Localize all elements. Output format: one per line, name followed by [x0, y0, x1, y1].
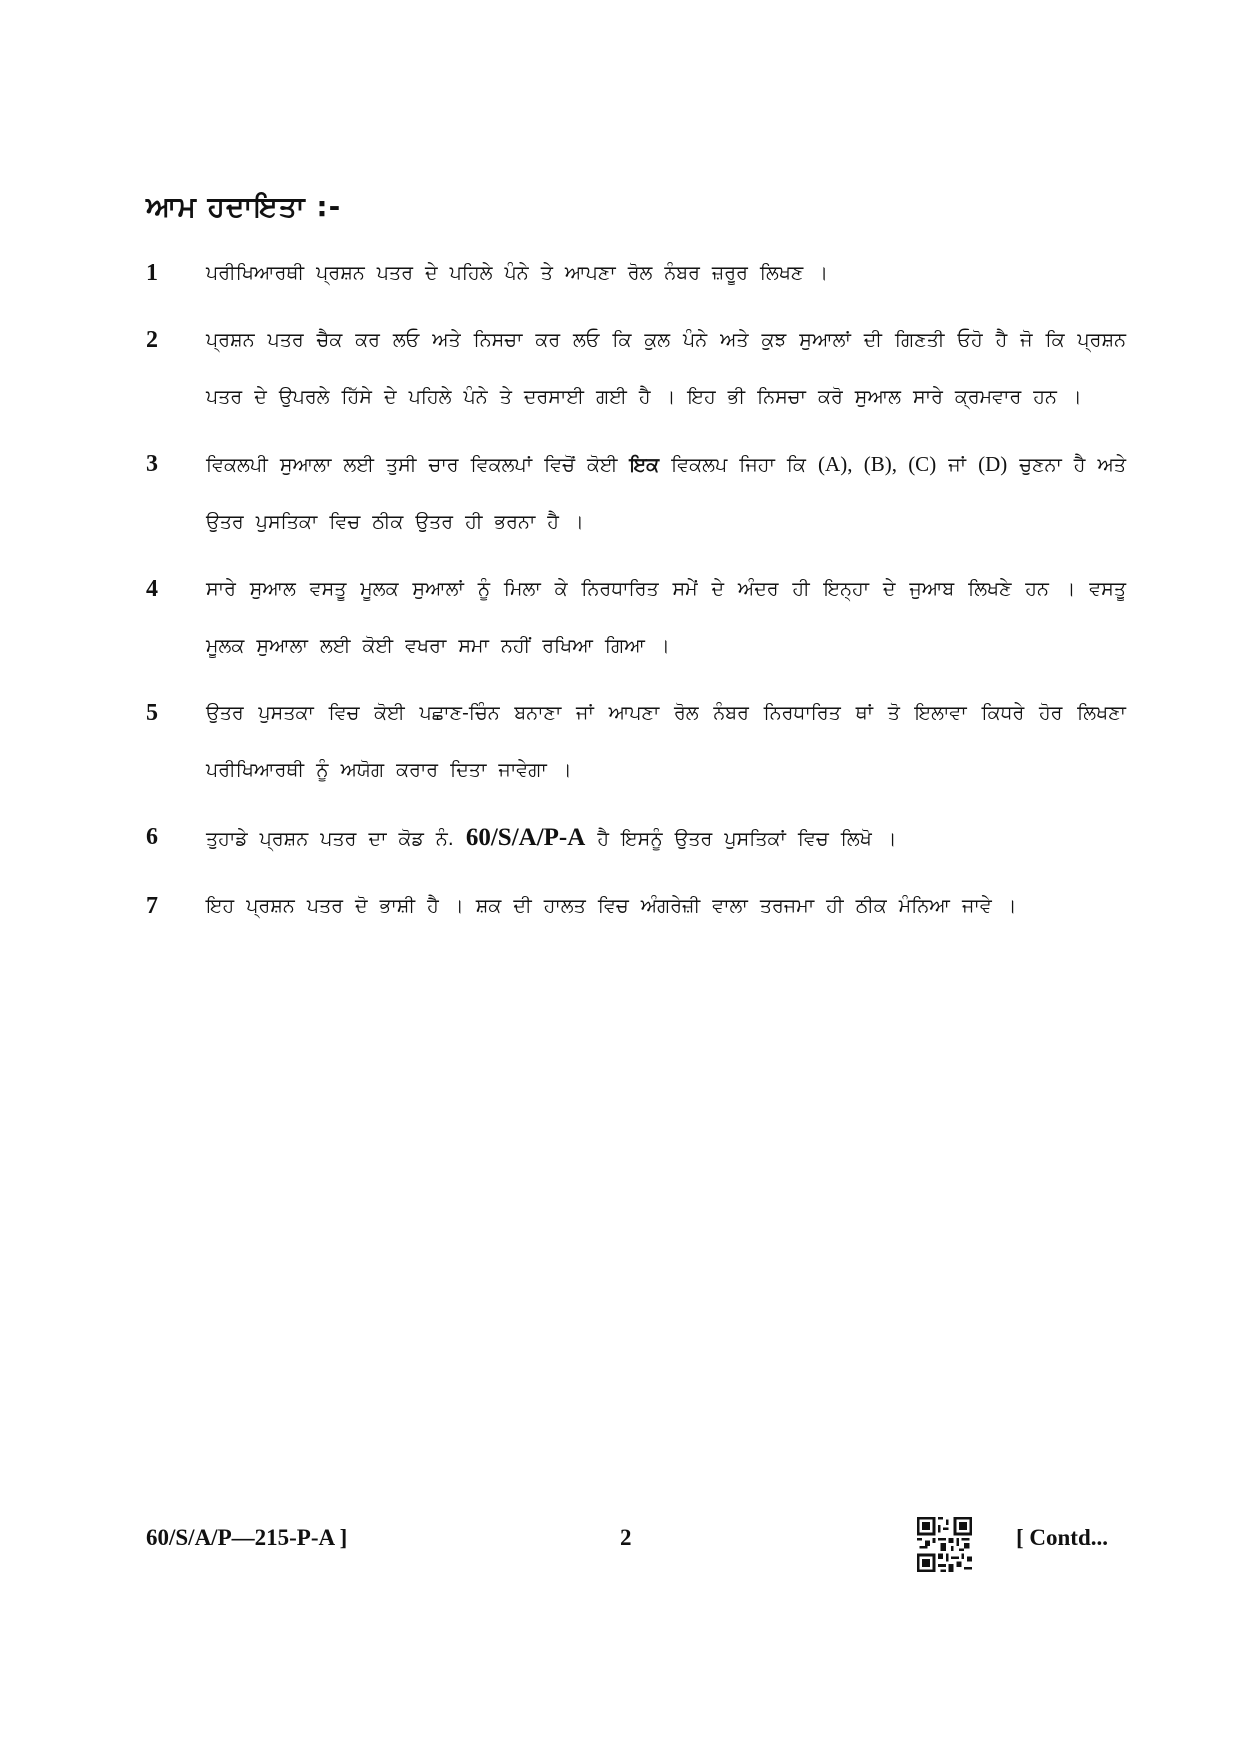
instruction-emphasis: ਇਕ: [629, 454, 660, 476]
instruction-text: ਸਾਰੇ ਸੁਆਲ ਵਸਤੂ ਮੂਲਕ ਸੁਆਲਾਂ ਨੂੰ ਮਿਲਾ ਕੇ ਨਿਰਧਾਰਿਤ ਸਮੇਂ ਦੇ ਅੰਦਰ ਹੀ ਇਨ੍ਹਾ ਦੇ ਜੁਆਬ ਲਿਖਣੇ ਹਨ । ਵਸਤੂ ਮੂਲਕ ਸੁਆਲਾ ਲਈ ਕੋਈ ਵਖਰਾ ਸਮਾ ਨਹੀਂ ਰਖਿਆ ਗਿਆ ।: [206, 578, 1126, 657]
instruction-option-d: (D): [978, 452, 1008, 476]
instruction-item: [146, 449, 1126, 551]
instruction-text-part: ਚੁਣਨਾ ਹੈ ਅਤੇ ਉਤਰ ਪੁਸਤਿਕਾ ਵਿਚ ਠੀਕ ਉਤਰ ਹੀ ਭਰਨਾ ਹੈ ।: [206, 454, 1127, 533]
qr-code-icon: [917, 1517, 972, 1572]
page-heading: ਆਮ ਹਦਾਇਤਾ :-: [146, 190, 342, 223]
instruction-item: [146, 891, 1126, 935]
instruction-item: [146, 698, 1126, 799]
paper-code-inline: 60/S/A/P-A: [465, 824, 586, 851]
instruction-number: 2: [146, 327, 158, 353]
instruction-number: 7: [146, 893, 158, 919]
footer-page-number: 2: [620, 1525, 632, 1550]
footer-paper-code: 60/S/A/P—215-P-A ]: [146, 1525, 348, 1550]
instruction-text: ਇਹ ਪ੍ਰਸ਼ਨ ਪਤਰ ਦੋ ਭਾਸ਼ੀ ਹੈ । ਸ਼ਕ ਦੀ ਹਾਲਤ ਵਿਚ ਅੰਗਰੇਜ਼ੀ ਵਾਲਾ ਤਰਜਮਾ ਹੀ ਠੀਕ ਮੰਨਿਆ ਜਾਵੇ ।: [206, 895, 1017, 917]
instruction-text: [206, 809, 1126, 868]
footer-continued: [ Contd...: [1016, 1525, 1109, 1550]
instruction-number: 1: [146, 260, 158, 286]
instructions-list: [146, 258, 1126, 958]
instruction-number: 6: [146, 824, 158, 850]
instruction-text-part: ਹੈ ਇਸਨੂੰ ਉਤਰ ਪੁਸਤਿਕਾਂ ਵਿਚ ਲਿਖੋ ।: [597, 828, 897, 850]
instruction-text: ਪਰੀਖਿਆਰਥੀ ਪ੍ਰਸ਼ਨ ਪਤਰ ਦੇ ਪਹਿਲੇ ਪੰਨੇ ਤੇ ਆਪਣਾ ਰੋਲ ਨੰਬਰ ਜ਼ਰੂਰ ਲਿਖਣ ।: [206, 262, 829, 284]
instruction-options: (A), (B), (C): [818, 452, 937, 476]
instruction-number: 4: [146, 576, 158, 602]
instruction-text-part: ਜਾਂ: [948, 454, 967, 476]
instruction-number: 3: [146, 451, 158, 477]
instruction-text-part: ਤੁਹਾਡੇ ਪ੍ਰਸ਼ਨ ਪਤਰ ਦਾ ਕੋਡ ਨੰ.: [206, 828, 454, 850]
instruction-text-part: ਵਿਕਲਪ ਜਿਹਾ ਕਿ: [671, 454, 806, 476]
instruction-text: ਉਤਰ ਪੁਸਤਕਾ ਵਿਚ ਕੋਈ ਪਛਾਣ-ਚਿੰਨ ਬਨਾਣਾ ਜਾਂ ਆਪਣਾ ਰੋਲ ਨੰਬਰ ਨਿਰਧਾਰਿਤ ਥਾਂ ਤੋ ਇਲਾਵਾ ਕਿਧਰੇ ਹੋਰ ਲਿਖਣਾ ਪਰੀਖਿਆਰਥੀ ਨੂੰ ਅਯੋਗ ਕਰਾਰ ਦਿਤਾ ਜਾਵੇਗਾ ।: [206, 702, 1126, 781]
instruction-item: [146, 574, 1126, 675]
instruction-text: ਪ੍ਰਸ਼ਨ ਪਤਰ ਚੈਕ ਕਰ ਲਓ ਅਤੇ ਨਿਸਚਾ ਕਰ ਲਓ ਕਿ ਕੁਲ ਪੰਨੇ ਅਤੇ ਕੁਝ ਸੁਆਲਾਂ ਦੀ ਗਿਣਤੀ ਓਹੋ ਹੈ ਜੋ ਕਿ ਪ੍ਰਸ਼ਨ ਪਤਰ ਦੇ ਉਪਰਲੇ ਹਿੱਸੇ ਦੇ ਪਹਿਲੇ ਪੰਨੇ ਤੇ ਦਰਸਾਈ ਗਈ ਹੈ । ਇਹ ਭੀ ਨਿਸਚਾ ਕਰੋ ਸੁਆਲ ਸਾਰੇ ਕ੍ਰਮਵਾਰ ਹਨ ।: [206, 329, 1126, 408]
instruction-item: [146, 258, 1126, 302]
instruction-number: 5: [146, 700, 158, 726]
instruction-item: [146, 325, 1126, 426]
instruction-text: [206, 436, 1126, 551]
instruction-item: [146, 822, 1126, 868]
instruction-text-part: ਵਿਕਲਪੀ ਸੁਆਲਾ ਲਈ ਤੁਸੀ ਚਾਰ ਵਿਕਲਪਾਂ ਵਿਚੋਂ ਕੋਈ: [206, 454, 618, 476]
